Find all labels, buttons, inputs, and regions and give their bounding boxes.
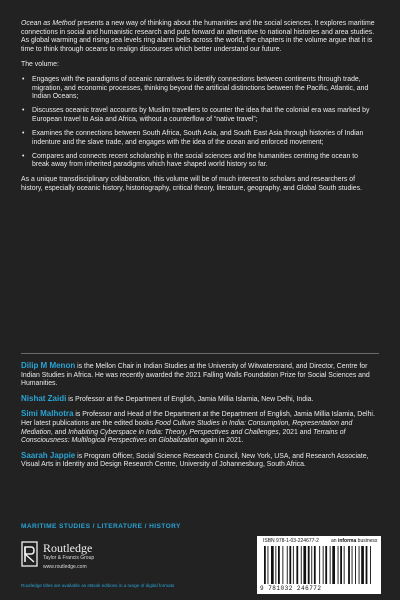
barcode-panel [257,536,381,594]
book-title-inline: Terrains of Consciousness: Multilogical Perspectives on Globalization [21,428,346,445]
editor-bios [21,362,377,476]
bio-dilip-menon [21,362,377,389]
bio-text: , 2021 and [278,428,314,436]
section-divider [21,353,379,354]
routledge-logo-icon [21,541,38,567]
bio-name: Dilip M Menon [21,361,76,370]
book-title-inline: Ocean as Method [21,20,76,27]
description-block [21,20,377,200]
bio-text: is Professor and Head of the Department at the Department of English, Jamia Millia Islamia, Delhi. Her latest publications are the edited books [21,411,375,427]
bio-text: again in 2021. [198,437,244,445]
feature-list [21,76,377,170]
bio-nishat-zaidi [21,395,377,405]
feature-item: • Compares and connects recent scholarship in the social sciences and the humanities centring the ocean to break away from inherited paradigms which have shaped world history so far. [21,153,377,170]
feature-item: • Discusses oceanic travel accounts by Muslim travellers to counter the idea that the colonial era was marked by European travel to Asia and Africa, without a counterflow of “native travel”; [21,107,377,124]
publisher-group: Taylor & Francis Group [43,555,95,561]
informa-label [331,538,377,544]
bio-name: Saarah Jappie [21,450,76,460]
publisher-url: www.routledge.com [43,564,87,570]
informa-prefix: an [331,538,338,544]
barcode-icon [262,546,378,584]
book-title-inline: Inhabiting Cyberspace in India: Theory, Perspectives and Challenges [68,428,279,436]
bio-text: is Professor at the Department of English, Jamia Millia Islamia, New Delhi, India. [66,395,314,403]
bio-name: Simi Malhotra [21,409,74,419]
bio-saarah-jappie [21,452,377,470]
book-title-inline: Food Culture Studies in India: Consumption, Representation and Mediation [21,419,353,436]
bio-simi-malhotra [21,410,377,445]
intro-paragraph [21,20,377,54]
publisher-name: Routledge [43,541,93,555]
informa-brand: informa [337,538,357,544]
bio-text: is the Mellon Chair in Indian Studies at the University of Witwatersrand, and Director, Centre for Indian Studies in Africa. He was recently awarded the 2021 Falling Walls Foundation Prize for Social Sciences and Humanities. [21,363,370,388]
bio-text: is Program Officer, Social Science Research Council, New York, USA, and Research Associate, Visual Arts in Identity and Design Research Centre, University of Johannesburg, South Africa. [21,452,369,469]
feature-item: • Engages with the paradigms of oceanic narratives to identify connections between continents through trade, migration, and economic processes, thinking beyond the artificial distinctions between the Pacific, Atlantic, and Indian Oceans; [21,76,377,102]
subject-categories: MARITIME STUDIES / LITERATURE / HISTORY [21,523,181,530]
publisher-logo [21,541,171,576]
barcode-number: 9 781032 246772 [260,585,322,592]
bio-text: , and [50,428,69,436]
ebook-note: Routledge titles are available as eBook editions in a range of digital formats [21,583,175,588]
bio-name: Nishat Zaidi [21,393,67,403]
isbn-label: ISBN 978-1-03-224677-2 [263,538,319,544]
closing-paragraph: As a unique transdisciplinary collaboration, this volume will be of much interest to scholars and researchers of history, especially oceanic history, historiography, critical theory, literature, geography, and Global South studies. [21,176,362,192]
feature-item: • Examines the connections between South Africa, South Asia, and South East Asia through histories of Indian indenture and the slave trade, and engages with the idea of the ocean and enforced movement; [21,130,377,147]
volume-heading: The volume: [21,60,59,68]
informa-suffix: business [356,538,378,544]
intro-text: presents a new way of thinking about the humanities and the social sciences. It explores maritime connections in social and humanistic research and puts forward an alternative to national histories and area studies. As global warming and rising sea levels ring alarm bells across the world, the chapters in the volume argue that it is time to think through oceans to realign discourses which better understand our future. [21,20,375,53]
